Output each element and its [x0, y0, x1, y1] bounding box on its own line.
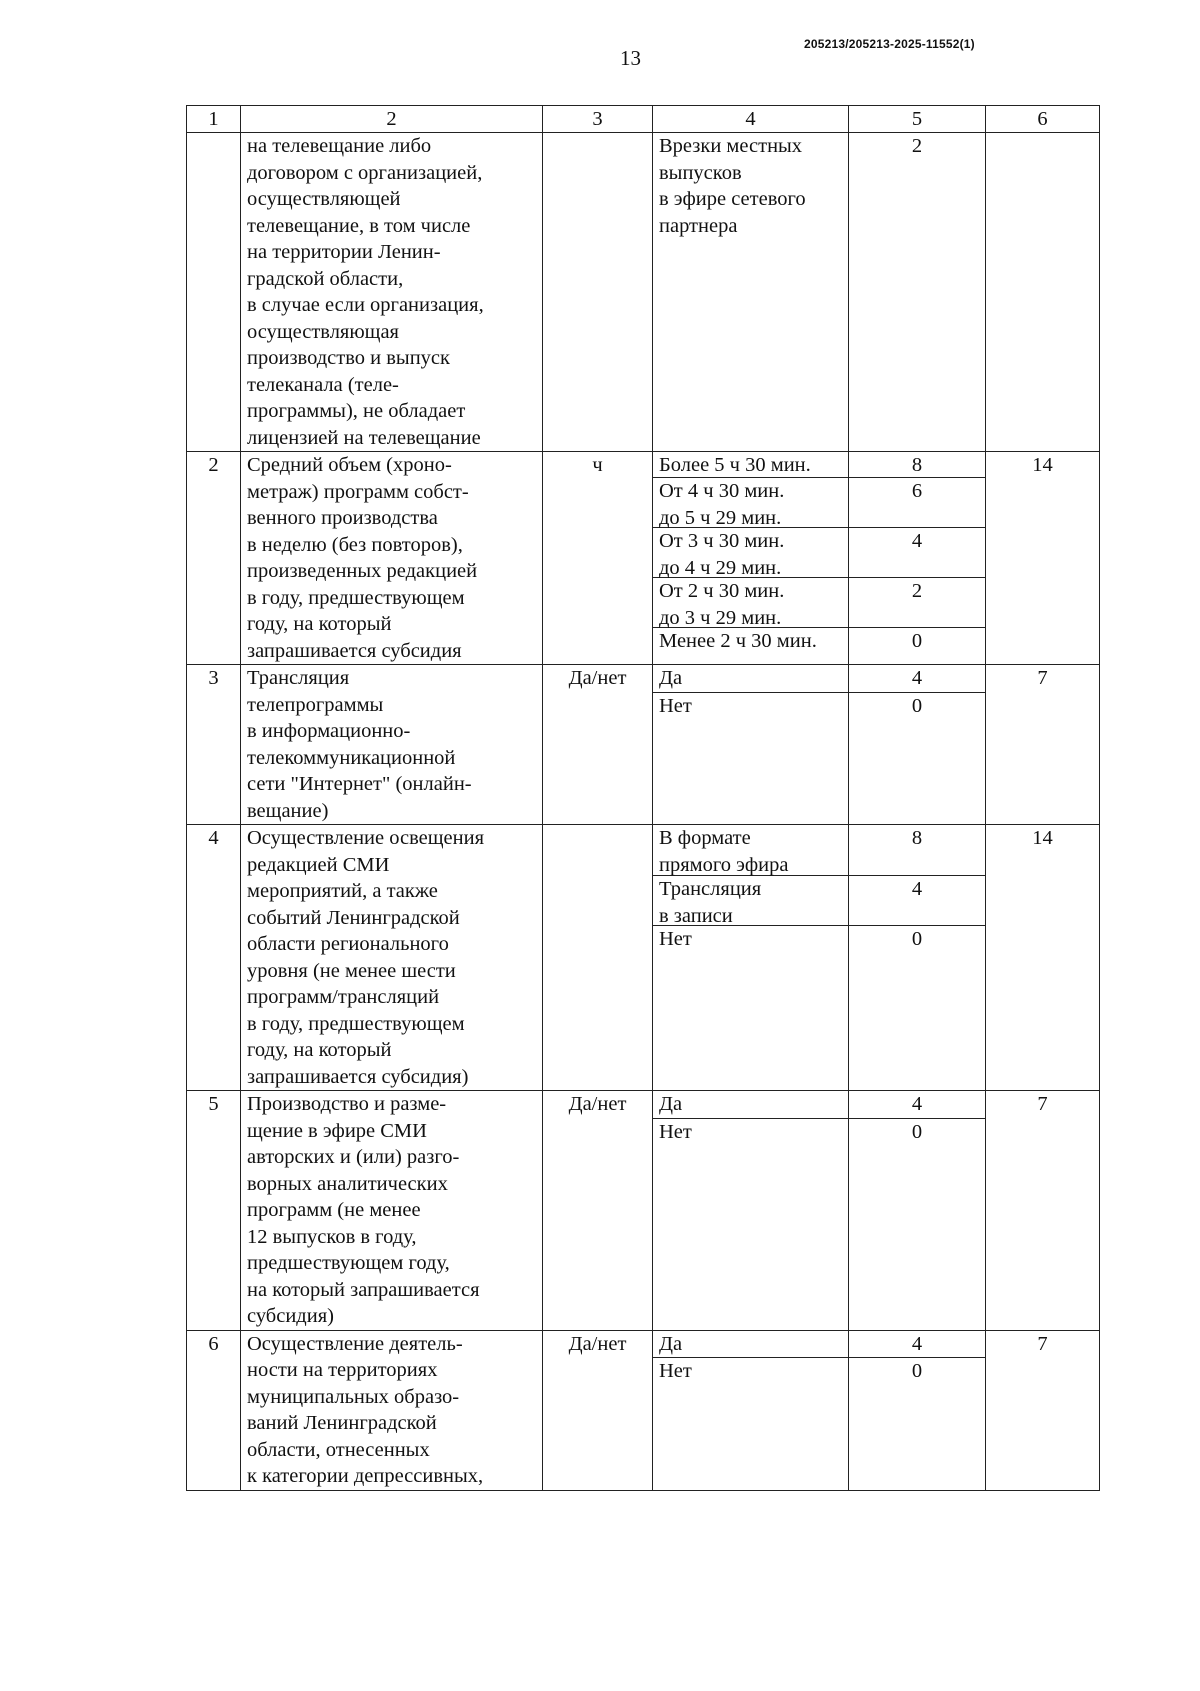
column-number: 2	[241, 106, 543, 133]
column-number: 3	[543, 106, 653, 133]
criterion-row	[187, 1330, 1100, 1490]
column-number: 4	[653, 106, 849, 133]
criterion-points	[849, 452, 986, 665]
criteria-table	[186, 105, 1100, 1491]
option-label: Нет	[659, 1120, 692, 1143]
criteria-table-body	[187, 106, 1100, 1491]
column-number-row	[187, 106, 1100, 133]
criterion-options	[653, 665, 849, 825]
unit-of-measure: Да/нет	[543, 665, 653, 825]
column-number: 6	[986, 106, 1100, 133]
row-number: 5	[187, 1091, 241, 1331]
option-label: Да	[653, 1331, 848, 1359]
criterion-options	[653, 452, 849, 665]
option-label: Нет	[659, 694, 692, 717]
option-label: Нет	[659, 928, 692, 950]
criterion-row	[187, 825, 1100, 1091]
criterion-name: Производство и разме- щение в эфире СМИ авторских и (или) разго- ворных аналитических программ (не менее 12 выпусков в году, предшествующем году, на который запрашивается субсидия)	[241, 1091, 543, 1331]
row-number: 3	[187, 665, 241, 825]
option-points: 4	[849, 665, 985, 693]
column-number: 1	[187, 106, 241, 133]
criterion-name: Трансляция телепрограммы в информационно- телекоммуникационной сети "Интернет" (онлайн- вещание)	[241, 665, 543, 825]
option-label: Да	[653, 665, 848, 693]
criterion-points	[849, 665, 986, 825]
option-label: От 4 ч 30 мин. до 5 ч 29 мин.	[653, 478, 848, 528]
criterion-row	[187, 665, 1100, 825]
option-points: 0	[911, 694, 923, 717]
option-points: 0	[911, 1120, 923, 1143]
criterion-points	[849, 1330, 986, 1490]
option-label: Да	[653, 1091, 848, 1119]
option-label: От 3 ч 30 мин. до 4 ч 29 мин.	[653, 528, 848, 578]
column-number: 5	[849, 106, 986, 133]
option-points: 2	[849, 578, 985, 628]
document-id: 205213/205213-2025-11552(1)	[804, 37, 975, 51]
criterion-row	[187, 452, 1100, 665]
option-label: Врезки местных выпусков в эфире сетевого партнера	[659, 135, 806, 237]
row-number: 6	[187, 1330, 241, 1490]
unit-of-measure	[543, 133, 653, 452]
option-points: 2	[911, 135, 923, 157]
option-points: 0	[911, 1360, 923, 1382]
option-points: 4	[849, 528, 985, 578]
max-points: 14	[986, 452, 1100, 665]
option-points: 4	[849, 876, 985, 926]
option-points: 4	[849, 1331, 985, 1359]
max-points: 7	[986, 1330, 1100, 1490]
option-label: В формате прямого эфира	[653, 825, 848, 876]
page-number: 13	[620, 46, 641, 70]
criterion-options	[653, 1330, 849, 1490]
criterion-options	[653, 133, 849, 452]
max-points: 14	[986, 825, 1100, 1091]
criterion-row	[187, 1091, 1100, 1331]
max-points: 7	[986, 665, 1100, 825]
criterion-name: Средний объем (хроно- метраж) программ собст- венного производства в неделю (без повторов), произведенных редакцией в году, предшествующем году, на который запрашивается субсидия	[241, 452, 543, 665]
criterion-points	[849, 825, 986, 1091]
option-label: Менее 2 ч 30 мин.	[659, 630, 817, 652]
criterion-name: Осуществление деятель- ности на территориях муниципальных образо- ваний Ленинградской области, отнесенных к категории депрессивных,	[241, 1330, 543, 1490]
criterion-points	[849, 1091, 986, 1331]
criterion-options	[653, 1091, 849, 1331]
unit-of-measure: Да/нет	[543, 1330, 653, 1490]
row-number	[187, 133, 241, 452]
option-points: 8	[849, 452, 985, 478]
option-points: 6	[849, 478, 985, 528]
row-number: 2	[187, 452, 241, 665]
criterion-name: Осуществление освещения редакцией СМИ мероприятий, а также событий Ленинградской области регионального уровня (не менее шести программ/трансляций в году, предшествующем году, на который запрашивается субсидия)	[241, 825, 543, 1091]
option-points: 8	[849, 825, 985, 876]
max-points: 7	[986, 1091, 1100, 1331]
criterion-name: на телевещание либо договором с организацией, осуществляющей телевещание, в том числе на территории Ленин- градской области, в случае если организация, осуществляющая производство и выпуск телеканала (теле- программы), не обладает лицензией на телевещание	[241, 133, 543, 452]
unit-of-measure: Да/нет	[543, 1091, 653, 1331]
criterion-options	[653, 825, 849, 1091]
criterion-points	[849, 133, 986, 452]
unit-of-measure: ч	[543, 452, 653, 665]
option-points: 4	[849, 1091, 985, 1119]
option-points: 0	[911, 928, 923, 950]
criterion-row	[187, 133, 1100, 452]
max-points	[986, 133, 1100, 452]
row-number: 4	[187, 825, 241, 1091]
option-label: От 2 ч 30 мин. до 3 ч 29 мин.	[653, 578, 848, 628]
option-label: Трансляция в записи	[653, 876, 848, 926]
option-label: Нет	[659, 1360, 692, 1382]
option-label: Более 5 ч 30 мин.	[653, 452, 848, 478]
unit-of-measure	[543, 825, 653, 1091]
option-points: 0	[911, 630, 923, 652]
